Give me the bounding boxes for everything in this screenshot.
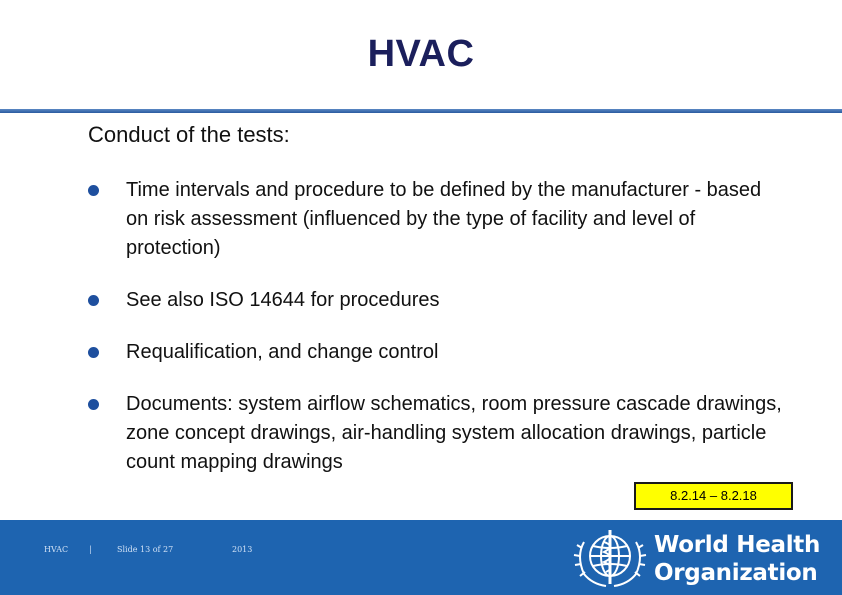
round-bullet-icon — [88, 185, 99, 196]
footer-slide-counter: Slide 13 of 27 — [117, 545, 174, 554]
slide-title: HVAC — [367, 33, 475, 75]
footer-bar — [0, 520, 842, 595]
round-bullet-icon — [88, 295, 99, 306]
footer-year: 2013 — [232, 545, 253, 554]
who-logo — [570, 524, 840, 590]
footer-section: HVAC — [44, 545, 69, 554]
org-name-line1: World Health — [654, 532, 821, 558]
bullet-text: Requalification, and change control — [126, 341, 439, 363]
bullet-text: Time intervals and procedure to be defined by the manufacturer - based on risk assessment (influenced by the type of facility and level of protection) — [126, 179, 762, 259]
intro-text: Conduct of the tests: — [88, 122, 290, 147]
bullet-item — [88, 286, 788, 315]
bullet-item — [88, 390, 788, 477]
org-name-line2: Organization — [654, 560, 818, 586]
reference-badge: 8.2.14 – 8.2.18 — [634, 482, 793, 510]
bullet-text: Documents: system airflow schematics, room pressure cascade drawings, zone concept drawings, air-handling system allocation drawings, particle count mapping drawings — [126, 393, 782, 473]
bullet-text: See also ISO 14644 for procedures — [126, 289, 440, 311]
round-bullet-icon — [88, 399, 99, 410]
who-emblem-icon — [570, 524, 648, 590]
bullet-item — [88, 338, 788, 367]
bullet-item — [88, 176, 788, 263]
footer-separator: | — [89, 545, 92, 554]
round-bullet-icon — [88, 347, 99, 358]
title-divider — [0, 109, 842, 113]
bullet-list — [88, 176, 788, 500]
